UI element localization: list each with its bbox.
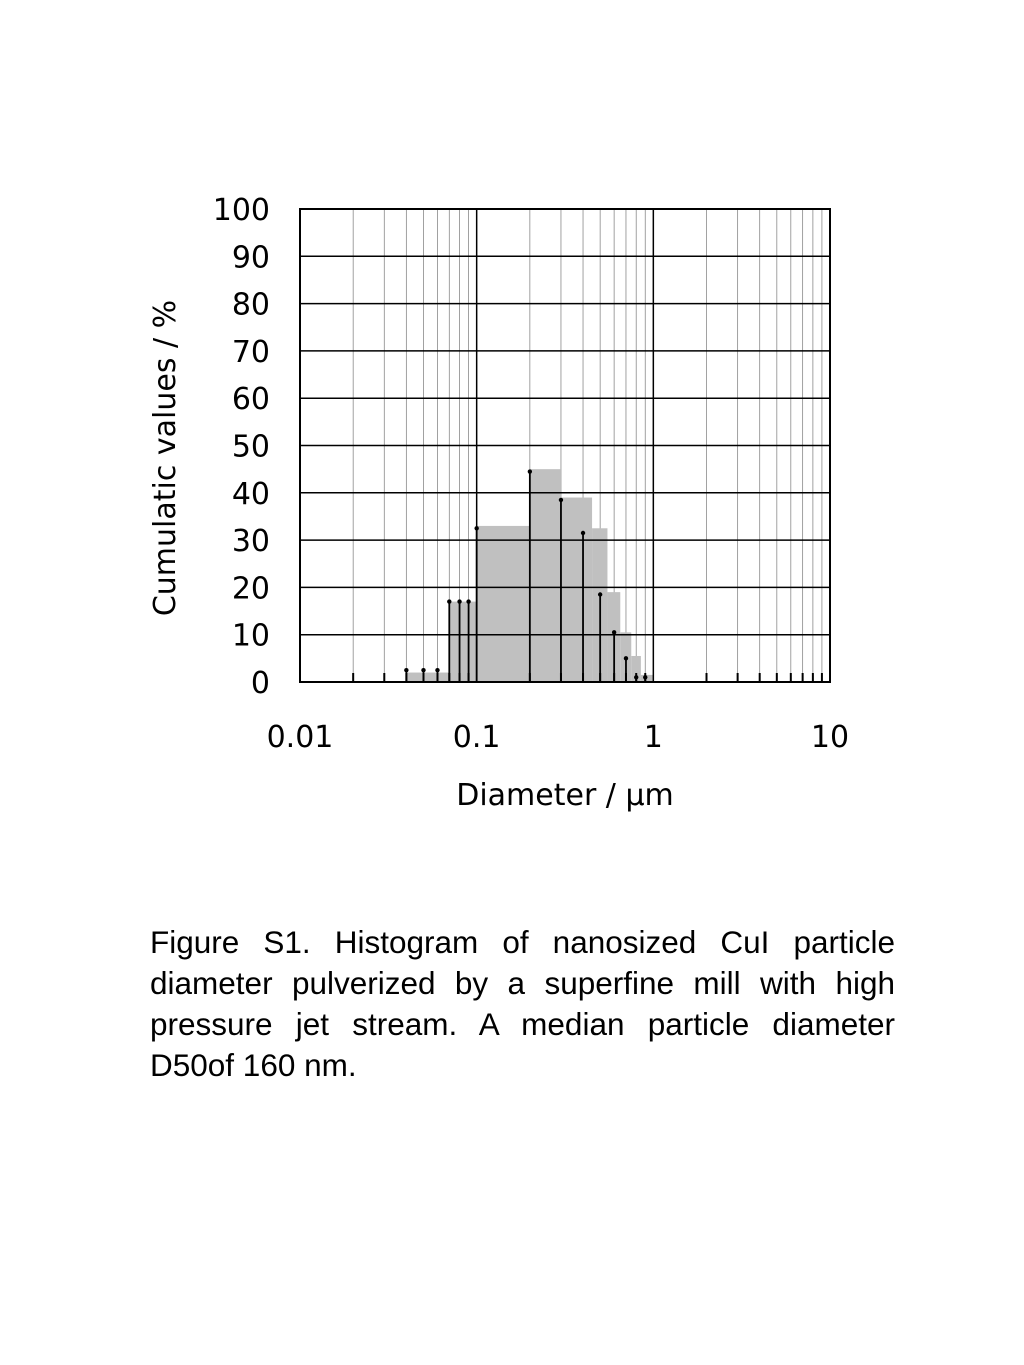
- histogram-bar: [477, 526, 530, 682]
- x-tick-label: 1: [643, 720, 663, 755]
- y-tick-label: 70: [231, 334, 270, 370]
- histogram-bar: [561, 498, 592, 682]
- x-axis-tick-labels: [267, 720, 849, 755]
- y-tick-label: 80: [231, 287, 270, 323]
- data-point: [435, 668, 439, 672]
- y-axis-label: Cumulatic values / %: [148, 299, 183, 617]
- y-tick-label: 50: [231, 429, 270, 465]
- data-point: [612, 630, 616, 634]
- y-tick-label: 0: [250, 666, 270, 701]
- x-tick-label: 0.1: [452, 720, 501, 755]
- y-tick-label: 90: [231, 240, 270, 276]
- histogram-bar: [530, 469, 561, 682]
- data-point: [559, 498, 563, 502]
- histogram-bar: [449, 602, 476, 682]
- data-point: [421, 668, 425, 672]
- x-tick-label: 10: [810, 720, 850, 755]
- y-axis-tick-labels: [213, 193, 270, 701]
- data-point: [474, 526, 478, 530]
- data-point: [466, 599, 470, 603]
- y-tick-label: 10: [231, 618, 270, 654]
- y-tick-label: 100: [212, 193, 270, 228]
- x-tick-label: 0.01: [266, 720, 334, 755]
- y-tick-label: 30: [231, 524, 270, 560]
- histogram-bar: [406, 673, 449, 682]
- y-tick-label: 20: [231, 571, 270, 607]
- data-point: [528, 469, 532, 473]
- y-tick-label: 60: [231, 382, 270, 418]
- data-point: [457, 599, 461, 603]
- data-point: [624, 656, 628, 660]
- data-point: [598, 592, 602, 596]
- x-axis-label: Diameter / μm: [456, 778, 674, 813]
- data-point: [404, 668, 408, 672]
- figure-caption: Figure S1. Histogram of nanosized CuI particle diameter pulverized by a superfine mill with high pressure jet stream. A median particle diameter D50of 160 nm.: [150, 924, 895, 1083]
- data-point: [581, 531, 585, 535]
- y-tick-label: 40: [231, 476, 270, 512]
- data-point: [447, 599, 451, 603]
